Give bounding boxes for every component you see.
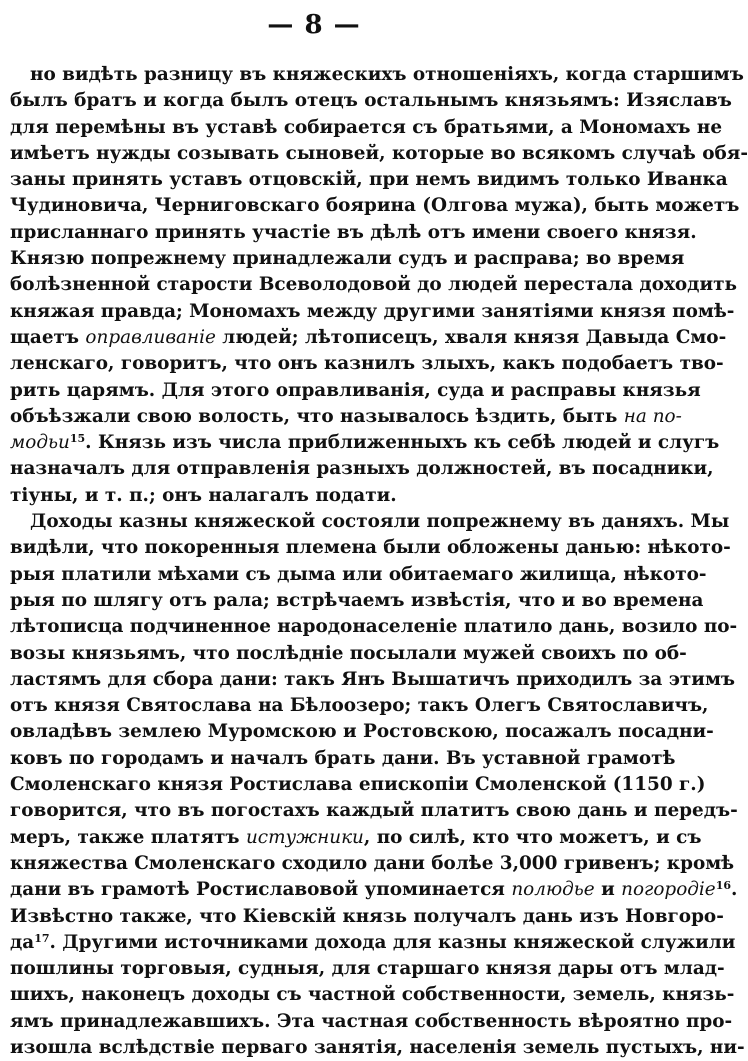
- text-segment: имѣетъ нужды созывать сыновей, которые во всякомъ случаѣ обя-: [10, 142, 748, 164]
- text-segment: и: [594, 879, 622, 901]
- text-line: [10, 88, 732, 114]
- text-segment: меръ, также платятъ: [10, 826, 246, 848]
- text-segment: пошлины торговыя, судныя, для старшаго князя дары отъ млад-: [10, 958, 725, 980]
- text-segment: княжая правда; Мономахъ между другими занятіями князя помѣ-: [10, 300, 735, 322]
- text-segment: былъ братъ и когда былъ отецъ остальнымъ князьямъ: Изяславъ: [10, 90, 732, 112]
- text-segment: но видѣть разницу въ княжескихъ отношеніяхъ, когда старшимъ: [30, 64, 744, 85]
- text-segment: говорится, что въ погостахъ каждый платитъ свою дань и передъ-: [10, 800, 738, 822]
- italic-term: полюдье: [511, 879, 595, 901]
- text-segment: Князю попрежнему принадлежали судъ и расправа; во время: [10, 248, 685, 270]
- text-segment: Смоленскаго князя Ростислава епископіи Смоленской (1150 г.): [10, 774, 706, 796]
- body-text: [10, 62, 748, 1061]
- text-line: [10, 562, 707, 588]
- text-line: [10, 509, 730, 535]
- text-line: [10, 693, 709, 719]
- text-line: [10, 719, 714, 745]
- text-line: [10, 746, 676, 772]
- text-line: [10, 1035, 745, 1061]
- text-segment: назначалъ для отправленія разныхъ должностей, въ посадники,: [10, 458, 714, 480]
- text-segment: ластямъ для сбора дани: такъ Янъ Вышатичъ приходилъ за этимъ: [10, 668, 736, 690]
- italic-term: оправливаніе: [85, 326, 216, 348]
- text-segment: для перемѣны въ уставѣ собирается съ братьями, а Мономахъ не: [10, 116, 723, 138]
- text-segment: да: [10, 931, 35, 953]
- text-segment: рыя по шлягу отъ рала; встрѣчаемъ извѣстія, что и во времена: [10, 589, 704, 611]
- text-line: [10, 483, 620, 509]
- italic-term: на по-: [623, 405, 682, 427]
- text-segment: ленскаго, говоритъ, что онъ казнилъ злыхъ, какъ подобаетъ твo-: [10, 353, 724, 375]
- text-segment: заны принять уставъ отцовскій, при немъ видимъ только Иванка: [10, 169, 728, 191]
- text-line: [10, 982, 735, 1008]
- text-segment: Извѣстно также, что Кіевскій князь получалъ дань изъ Новгоро-: [10, 905, 724, 927]
- text-line: [10, 141, 748, 167]
- text-line: [10, 851, 735, 877]
- text-segment: княжества Смоленскаго сходило дани болѣе 3,000 гривенъ; кромѣ: [10, 852, 735, 874]
- text-line: [10, 667, 736, 693]
- text-line: [10, 825, 702, 851]
- text-segment: Доходы казны княжеской состояли попрежнему въ даняхъ. Мы: [30, 511, 730, 533]
- text-line: [10, 220, 697, 246]
- text-segment: щаетъ: [10, 326, 86, 348]
- text-line: [10, 904, 724, 930]
- text-segment: видѣли, что покоренныя племена были обложены данью: нѣкото-: [10, 537, 731, 559]
- text-segment: шихъ, наконецъ доходы съ частной собственности, земель, князь-: [10, 984, 735, 1006]
- text-segment: изошла вслѣдствіе перваго занятія, населенія земель пустыхъ, ни-: [10, 1036, 745, 1058]
- text-line: [10, 614, 738, 640]
- text-line: [10, 798, 738, 824]
- text-segment: болѣзненной старости Всеволодовой до людей перестала доходить: [10, 274, 737, 296]
- text-line: [10, 299, 735, 325]
- text-line: [10, 246, 685, 272]
- text-segment: присланнаго принять участіе въ дѣлѣ отъ имени своего князя.: [10, 221, 697, 243]
- footnote-marker: 17: [34, 931, 50, 945]
- text-line: [10, 115, 723, 141]
- text-segment: людей; лѣтописецъ, хваля князя Давыда Смо-: [215, 326, 727, 348]
- text-line: [10, 430, 720, 456]
- text-line: [10, 456, 714, 482]
- text-line: [10, 588, 704, 614]
- text-segment: лѣтописца подчиненное народонаселеніе платило дань, возило по-: [10, 616, 738, 638]
- text-segment: дани въ грамотѣ Ростиславовой упоминается: [10, 879, 512, 901]
- text-segment: Чудиновича, Черниговскаго боярина (Олгова мужа), быть можетъ: [10, 195, 740, 217]
- text-line: [10, 930, 736, 956]
- text-line: [10, 351, 724, 377]
- text-segment: ямъ принадлежавшихъ. Эта частная собственность вѣроятно про-: [10, 1010, 733, 1032]
- text-line: [10, 1009, 733, 1035]
- text-segment: , по силѣ, кто что можетъ, и съ: [363, 826, 702, 848]
- text-segment: . Другими источниками дохода для казны княжеской служили: [49, 931, 736, 953]
- text-segment: . Князь изъ числа приближенныхъ къ себѣ людей и слугъ: [85, 432, 720, 454]
- text-line: [10, 272, 737, 298]
- text-segment: .: [731, 879, 738, 901]
- text-segment: возы князьямъ, что послѣдніе посылали мужей своихъ по об-: [10, 642, 687, 664]
- text-line: [10, 404, 682, 430]
- text-segment: объѣзжали свою волость, что называлось ѣздить, быть: [10, 405, 624, 427]
- text-segment: отъ князя Святослава на Бѣлоозеро; такъ Олегъ Святославичъ,: [10, 695, 709, 717]
- page-number: — 8 —: [267, 10, 361, 40]
- text-line: [10, 167, 728, 193]
- text-line: [10, 193, 740, 219]
- italic-term: истужники: [245, 826, 364, 848]
- text-line: [10, 325, 727, 351]
- text-line: [10, 956, 725, 982]
- italic-term: погородіе: [621, 879, 716, 901]
- text-line: [10, 641, 687, 667]
- text-line: [10, 772, 706, 798]
- italic-term: модьи: [10, 432, 70, 454]
- text-line: [10, 535, 731, 561]
- text-line: [10, 877, 738, 903]
- text-line: [10, 62, 744, 88]
- text-segment: ковъ по городамъ и началъ брать дани. Въ уставной грамотѣ: [10, 747, 676, 769]
- text-line: [10, 378, 701, 404]
- text-segment: рыя платили мѣхами съ дыма или обитаемаго жилища, нѣкото-: [10, 563, 707, 585]
- text-segment: тіуны, и т. п.; онъ налагалъ подати.: [10, 484, 397, 506]
- footnote-marker: 16: [715, 879, 732, 893]
- text-segment: овладѣвъ землею Муромскою и Ростовскою, посажалъ посадни-: [10, 721, 714, 743]
- footnote-marker: 15: [69, 432, 86, 446]
- text-segment: рить царямъ. Для этого оправливанія, суда и расправы князья: [10, 379, 701, 401]
